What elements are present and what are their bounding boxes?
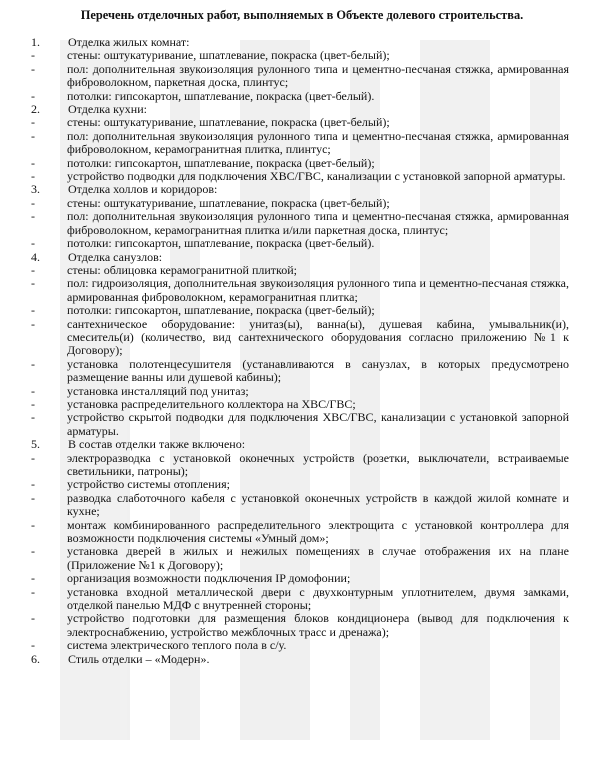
list-item-text: пол: гидроизоляция, дополнительная звукоизоляция рулонного типа и цементно-песчаная стяжка, армированная фиброволокном, керамогранитная плитка; <box>67 276 569 304</box>
dash-marker: - <box>31 209 35 224</box>
section-title: Отделка кухни: <box>68 102 147 117</box>
list-item <box>31 318 569 358</box>
dash-marker: - <box>31 396 35 411</box>
list-item <box>31 237 569 250</box>
section-heading <box>31 103 569 116</box>
list-item <box>31 304 569 317</box>
list-item <box>31 197 569 210</box>
dash-marker: - <box>31 303 35 318</box>
dash-marker: - <box>31 316 35 331</box>
list-item <box>31 572 569 585</box>
list-item-text: разводка слаботочного кабеля с установкой оконечных устройств в каждой жилой комнате и кухне; <box>67 490 569 519</box>
section-number: 1. <box>31 35 40 49</box>
list-item <box>31 478 569 491</box>
list-item-text: монтаж комбинированного распределительного электрощита с установкой контроллера для возможности подключения системы «Умный дом»; <box>67 517 569 546</box>
dash-marker: - <box>31 584 35 599</box>
dash-marker: - <box>31 155 35 170</box>
list-item-text: стены: оштукатуривание, шпатлевание, покраска (цвет-белый); <box>67 48 390 63</box>
list-item <box>31 411 569 438</box>
list-item-text: установка входной металлической двери с двухконтурным уплотнителем, двумя замками, отделкой панелью МДФ с внутренней стороны; <box>67 584 569 613</box>
list-item <box>31 264 569 277</box>
list-item <box>31 63 569 90</box>
list-item <box>31 519 569 546</box>
list-item-text: пол: дополнительная звукоизоляция рулонного типа и цементно-песчаная стяжка, армированная фиброволокном, керамогранитная плитка, плинтус; <box>67 128 569 157</box>
dash-marker: - <box>31 356 35 371</box>
list-item <box>31 398 569 411</box>
list-item <box>31 586 569 613</box>
dash-marker: - <box>31 195 35 210</box>
list-item-text: устройство скрытой подводки для подключения ХВС/ГВС, канализации с установкой запорной арматуры. <box>67 410 569 438</box>
list-item <box>31 210 569 237</box>
list-item <box>31 545 569 572</box>
list-item <box>31 385 569 398</box>
list-item-text: стены: облицовка керамогранитной плиткой; <box>67 262 298 277</box>
section-title: Отделка холлов и коридоров: <box>68 182 218 197</box>
section-title: Стиль отделки – «Модерн». <box>68 651 210 666</box>
list-item <box>31 452 569 479</box>
list-item <box>31 90 569 103</box>
list-item <box>31 358 569 385</box>
dash-marker: - <box>31 544 35 559</box>
list-item-text: потолки: гипсокартон, шпатлевание, покраска (цвет-белый). <box>67 236 375 251</box>
list-item-text: устройство подводки для подключения ХВС/ГВС, канализации с установкой запорной арматуры. <box>67 169 566 184</box>
section-title: Отделка санузлов: <box>68 249 163 264</box>
document-title: Перечень отделочных работ, выполняемых в Объекте долевого строительства. <box>80 8 524 22</box>
list-item <box>31 277 569 304</box>
list-item-text: устройство системы отопления; <box>67 477 230 492</box>
dash-marker: - <box>31 61 35 76</box>
list-item <box>31 49 569 62</box>
dash-marker: - <box>31 638 35 653</box>
dash-marker: - <box>31 490 35 505</box>
dash-marker: - <box>31 48 35 63</box>
dash-marker: - <box>31 169 35 184</box>
list-item-text: установка полотенцесушителя (устанавливаются в санузлах, в которых предусмотрено размещение ванны или душевой кабины); <box>67 356 569 385</box>
dash-marker: - <box>31 477 35 492</box>
dash-marker: - <box>31 410 35 425</box>
dash-marker: - <box>31 611 35 626</box>
list-item-text: установка инсталляций под унитаз; <box>67 383 249 398</box>
section-number: 6. <box>31 651 40 666</box>
dash-marker: - <box>31 571 35 586</box>
list-item <box>31 130 569 157</box>
list-item <box>31 170 569 183</box>
list-item <box>31 157 569 170</box>
dash-marker: - <box>31 88 35 103</box>
dash-marker: - <box>31 128 35 143</box>
dash-marker: - <box>31 236 35 251</box>
section-heading <box>31 36 569 49</box>
list-item <box>31 492 569 519</box>
list-item-text: организация возможности подключения IP домофонии; <box>67 571 351 586</box>
section-title: В состав отделки также включено: <box>68 437 246 452</box>
list-item-text: пол: дополнительная звукоизоляция рулонного типа и цементно-песчаная стяжка, армированная фиброволокном, паркетная доска, плинтус; <box>67 61 569 90</box>
section-number: 4. <box>31 249 40 264</box>
list-item <box>31 612 569 639</box>
list-item-text: стены: оштукатуривание, шпатлевание, покраска (цвет-белый); <box>67 195 390 210</box>
list-item-text: пол: дополнительная звукоизоляция рулонного типа и цементно-песчаная стяжка, армированная фиброволокном, керамогранитная плитка и/или паркетная доска, плинтус; <box>67 209 569 237</box>
dash-marker: - <box>31 115 35 130</box>
section-heading <box>31 438 569 451</box>
list-item-text: потолки: гипсокартон, шпатлевание, покраска (цвет-белый); <box>67 155 375 170</box>
section-number: 2. <box>31 102 40 117</box>
section-heading <box>31 251 569 264</box>
section-title: Отделка жилых комнат: <box>68 35 190 49</box>
list-item-text: установка дверей в жилых и нежилых помещениях в случае отображения их на плане (Приложение №1 к Договору); <box>67 544 569 572</box>
section-heading <box>31 653 569 666</box>
list-item-text: потолки: гипсокартон, шпатлевание, покраска (цвет-белый); <box>67 303 375 318</box>
list-item-text: стены: оштукатуривание, шпатлевание, покраска (цвет-белый); <box>67 115 390 130</box>
list-item-text: устройство подготовки для размещения блоков кондиционера (вывод для подключения к электроснабжению, устройство межблочных трасс и дренажа); <box>67 611 569 639</box>
list-item-text: система электрического теплого пола в с/у. <box>67 638 287 653</box>
list-item <box>31 639 569 652</box>
section-number: 3. <box>31 182 40 197</box>
list-item-text: потолки: гипсокартон, шпатлевание, покраска (цвет-белый). <box>67 88 375 103</box>
list-item <box>31 116 569 129</box>
section-number: 5. <box>31 437 40 452</box>
dash-marker: - <box>31 517 35 532</box>
list-item-text: электроразводка с установкой оконечных устройств (розетки, выключатели, встраиваемые светильники, патроны); <box>67 450 569 478</box>
dash-marker: - <box>31 262 35 277</box>
dash-marker: - <box>31 276 35 291</box>
section-heading <box>31 183 569 196</box>
list-item-text: сантехническое оборудование: унитаз(ы), ванна(ы), душевая кабина, умывальник(и), смеситель(и) (количество, вид сантехнического оборудования согласно приложению №1 к Договору); <box>67 316 569 358</box>
dash-marker: - <box>31 450 35 465</box>
dash-marker: - <box>31 383 35 398</box>
list-item-text: установка распределительного коллектора на ХВС/ГВС; <box>67 396 356 411</box>
